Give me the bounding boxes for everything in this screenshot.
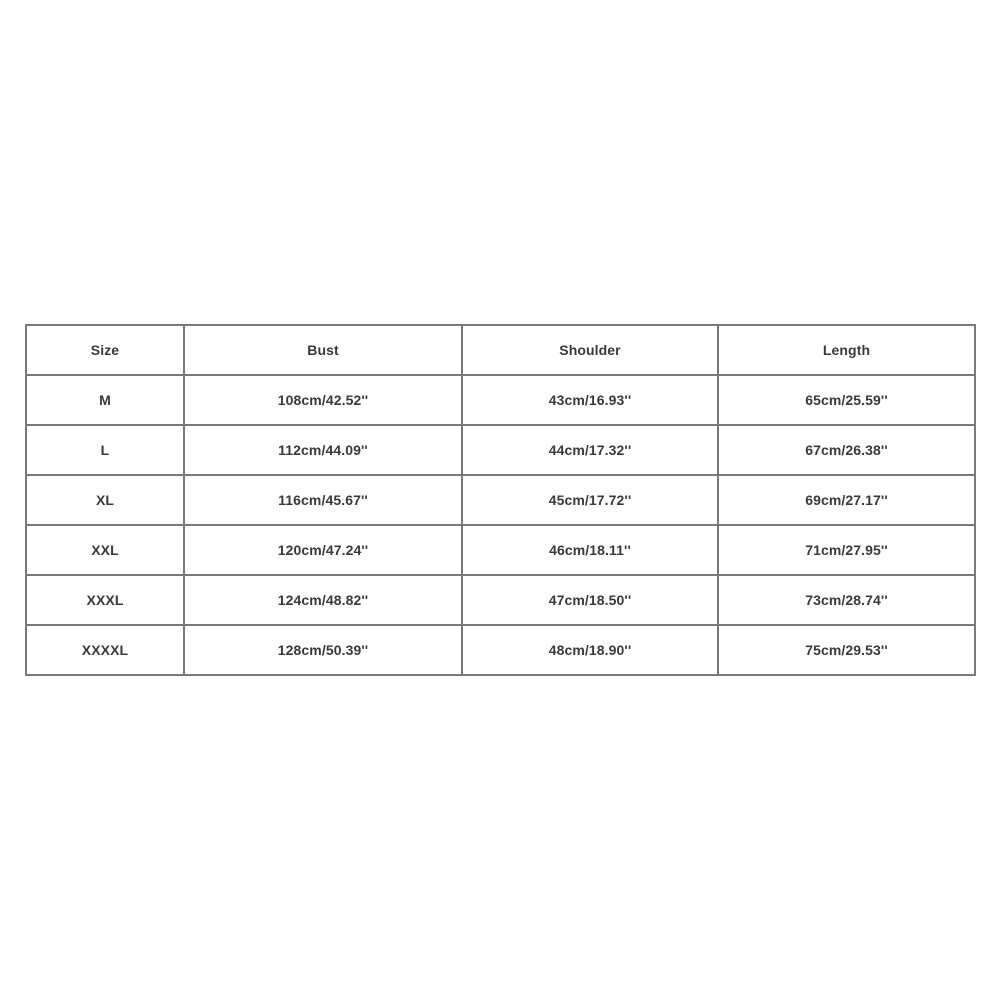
cell-length: 69cm/27.17'' <box>718 475 975 525</box>
cell-length: 65cm/25.59'' <box>718 375 975 425</box>
table-row <box>26 525 975 575</box>
cell-shoulder: 45cm/17.72'' <box>462 475 718 525</box>
cell-size: XXL <box>26 525 184 575</box>
table-row <box>26 425 975 475</box>
header-size: Size <box>26 325 184 375</box>
cell-bust: 128cm/50.39'' <box>184 625 462 675</box>
cell-bust: 124cm/48.82'' <box>184 575 462 625</box>
table-row <box>26 475 975 525</box>
cell-size: M <box>26 375 184 425</box>
cell-bust: 108cm/42.52'' <box>184 375 462 425</box>
cell-length: 67cm/26.38'' <box>718 425 975 475</box>
cell-size: XXXXL <box>26 625 184 675</box>
cell-shoulder: 44cm/17.32'' <box>462 425 718 475</box>
cell-bust: 116cm/45.67'' <box>184 475 462 525</box>
header-bust: Bust <box>184 325 462 375</box>
cell-shoulder: 43cm/16.93'' <box>462 375 718 425</box>
header-shoulder: Shoulder <box>462 325 718 375</box>
cell-length: 73cm/28.74'' <box>718 575 975 625</box>
table-header-row <box>26 325 975 375</box>
cell-shoulder: 46cm/18.11'' <box>462 525 718 575</box>
size-chart-table <box>25 324 976 676</box>
cell-length: 71cm/27.95'' <box>718 525 975 575</box>
cell-length: 75cm/29.53'' <box>718 625 975 675</box>
cell-size: L <box>26 425 184 475</box>
cell-size: XL <box>26 475 184 525</box>
table-row <box>26 375 975 425</box>
header-length: Length <box>718 325 975 375</box>
cell-size: XXXL <box>26 575 184 625</box>
cell-shoulder: 48cm/18.90'' <box>462 625 718 675</box>
cell-bust: 120cm/47.24'' <box>184 525 462 575</box>
cell-bust: 112cm/44.09'' <box>184 425 462 475</box>
table-row <box>26 625 975 675</box>
cell-shoulder: 47cm/18.50'' <box>462 575 718 625</box>
table-row <box>26 575 975 625</box>
